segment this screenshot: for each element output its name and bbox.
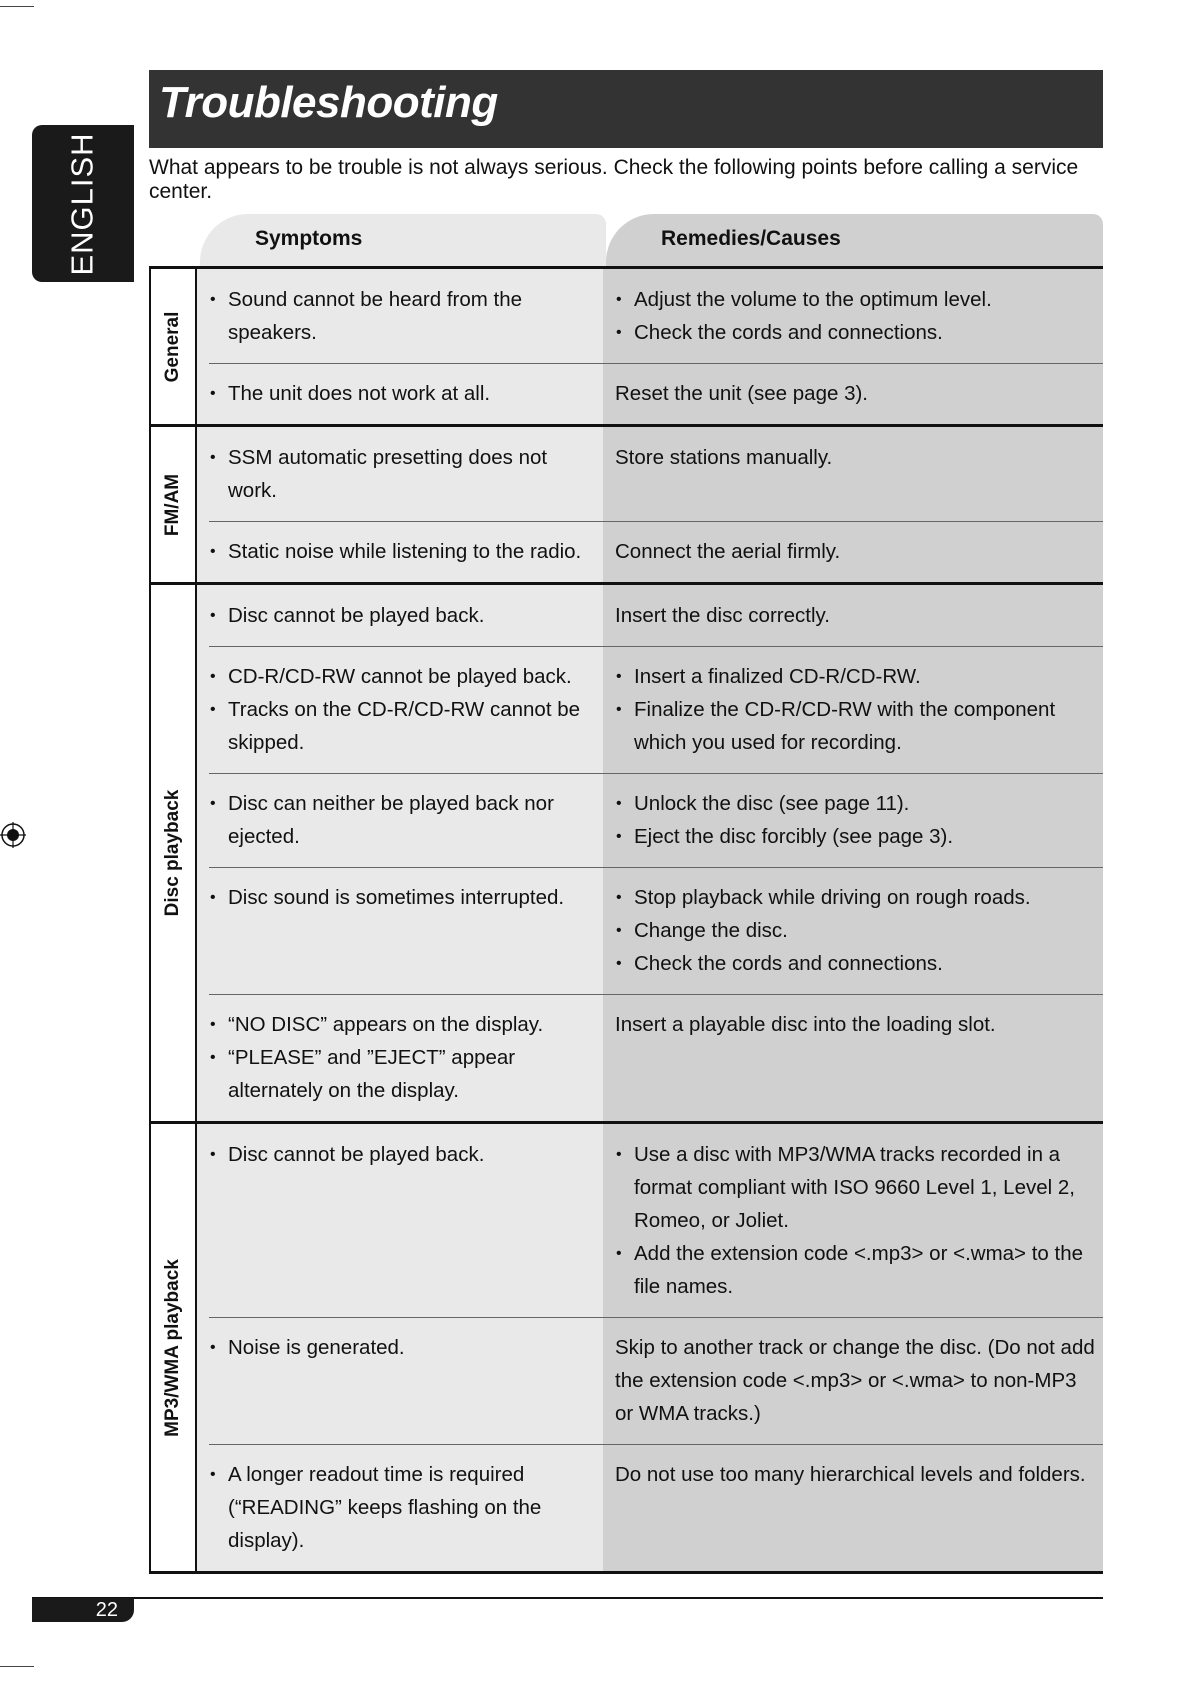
remedy-list (615, 787, 1095, 853)
table-row (197, 994, 1103, 1121)
group-label-text: FM/AM (162, 473, 183, 536)
table-row (197, 521, 1103, 582)
remedy-text: Insert a playable disc into the loading slot. (615, 1013, 996, 1036)
symptom-item: • Disc sound is sometimes interrupted. (209, 881, 595, 914)
symptom-cell (197, 773, 603, 867)
symptoms-header (200, 214, 606, 266)
symptom-list (209, 660, 595, 759)
symptom-item: • Tracks on the CD-R/CD-RW cannot be skipped. (209, 693, 595, 759)
symptom-cell (197, 427, 603, 521)
group-label-text: MP3/WMA playback (162, 1258, 183, 1437)
remedy-text: Insert the disc correctly. (615, 604, 830, 627)
symptom-item: • A longer readout time is required (“READING” keeps flashing on the display). (209, 1458, 595, 1557)
troubleshooting-table (149, 266, 1103, 1574)
title-bar (149, 70, 1103, 148)
group-2 (149, 585, 1103, 1124)
symptom-list (209, 787, 595, 853)
remedy-item: • Stop playback while driving on rough roads. (615, 881, 1095, 914)
symptom-item: • Sound cannot be heard from the speakers. (209, 283, 595, 349)
language-tab (32, 125, 134, 282)
remedy-item: • Add the extension code <.mp3> or <.wma> to the file names. (615, 1237, 1095, 1303)
symptom-item: • Static noise while listening to the radio. (209, 535, 595, 568)
remedy-cell (603, 646, 1103, 773)
symptom-item: • SSM automatic presetting does not work. (209, 441, 595, 507)
table-row (197, 363, 1103, 424)
remedy-item: • Finalize the CD-R/CD-RW with the component which you used for recording. (615, 693, 1095, 759)
table-row (197, 773, 1103, 867)
symptom-item: • Disc can neither be played back nor ejected. (209, 787, 595, 853)
remedy-cell (603, 994, 1103, 1121)
remedy-item: • Use a disc with MP3/WMA tracks recorded in a format compliant with ISO 9660 Level 1, Level 2, Romeo, or Joliet. (615, 1138, 1095, 1237)
crop-mark (0, 6, 34, 7)
remedy-text: Connect the aerial firmly. (615, 540, 841, 563)
symptom-list (209, 881, 595, 914)
symptom-list (209, 535, 595, 568)
symptom-cell (197, 646, 603, 773)
symptom-list (209, 1008, 595, 1107)
table-row (197, 646, 1103, 773)
group-label-text: Disc playback (162, 789, 183, 917)
symptom-list (209, 441, 595, 507)
registration-mark-icon (0, 822, 26, 848)
table-row (197, 427, 1103, 521)
symptom-cell (197, 867, 603, 994)
remedy-cell (603, 269, 1103, 363)
page-number: 22 (32, 1598, 134, 1622)
language-label: ENGLISH (65, 131, 101, 276)
remedy-cell (603, 1317, 1103, 1444)
symptom-cell (197, 363, 603, 424)
symptom-item: • CD-R/CD-RW cannot be played back. (209, 660, 595, 693)
symptom-list (209, 599, 595, 632)
remedy-text: Do not use too many hierarchical levels and folders. (615, 1463, 1086, 1486)
symptom-cell (197, 1317, 603, 1444)
group-label (149, 1124, 197, 1571)
symptom-list (209, 283, 595, 349)
group-3 (149, 1124, 1103, 1574)
remedy-list (615, 283, 1095, 349)
group-label-text: General (162, 311, 183, 382)
footer-rule (32, 1597, 1103, 1599)
remedy-list (615, 660, 1095, 759)
remedy-cell (603, 427, 1103, 521)
group-0 (149, 269, 1103, 427)
remedy-cell (603, 585, 1103, 646)
remedy-list (615, 881, 1095, 980)
symptom-item: • “PLEASE” and ”EJECT” appear alternately on the display. (209, 1041, 595, 1107)
remedy-cell (603, 1444, 1103, 1571)
symptom-cell (197, 1444, 603, 1571)
table-row (197, 1124, 1103, 1317)
symptom-item: • “NO DISC” appears on the display. (209, 1008, 595, 1041)
group-label (149, 427, 197, 582)
crop-mark (0, 1666, 34, 1667)
remedy-cell (603, 521, 1103, 582)
symptom-cell (197, 521, 603, 582)
symptom-list (209, 1331, 595, 1364)
symptom-item: • Disc cannot be played back. (209, 599, 595, 632)
table-row (197, 585, 1103, 646)
symptom-cell (197, 994, 603, 1121)
remedy-cell (603, 1124, 1103, 1317)
remedy-text: Store stations manually. (615, 446, 833, 469)
remedy-item: • Unlock the disc (see page 11). (615, 787, 1095, 820)
symptom-cell (197, 269, 603, 363)
table-row (197, 1317, 1103, 1444)
remedy-text: Skip to another track or change the disc. (Do not add the extension code <.mp3> or <.wma> to non-MP3 or WMA tracks.) (615, 1336, 1095, 1425)
remedy-item: • Check the cords and connections. (615, 316, 1095, 349)
symptom-item: • Disc cannot be played back. (209, 1138, 595, 1171)
symptom-cell (197, 1124, 603, 1317)
table-header (200, 214, 1103, 266)
symptom-item: • The unit does not work at all. (209, 377, 595, 410)
remedy-cell (603, 363, 1103, 424)
symptoms-header-label: Symptoms (255, 227, 363, 250)
remedy-cell (603, 773, 1103, 867)
remedy-item: • Eject the disc forcibly (see page 3). (615, 820, 1095, 853)
symptom-item: • Noise is generated. (209, 1331, 595, 1364)
remedy-cell (603, 867, 1103, 994)
group-label (149, 269, 197, 424)
symptom-list (209, 377, 595, 410)
remedy-item: • Check the cords and connections. (615, 947, 1095, 980)
symptom-list (209, 1138, 595, 1171)
remedy-item: • Insert a finalized CD-R/CD-RW. (615, 660, 1095, 693)
table-row (197, 867, 1103, 994)
remedy-item: • Change the disc. (615, 914, 1095, 947)
remedies-header-label: Remedies/Causes (661, 227, 841, 250)
remedies-header (606, 214, 1103, 266)
table-row (197, 1444, 1103, 1571)
symptom-cell (197, 585, 603, 646)
remedy-list (615, 1138, 1095, 1303)
symptom-list (209, 1458, 595, 1557)
page-title: Troubleshooting (159, 78, 498, 127)
remedy-text: Reset the unit (see page 3). (615, 382, 868, 405)
intro-text: What appears to be trouble is not always serious. Check the following points before calling a service center. (149, 156, 1079, 203)
remedy-item: • Adjust the volume to the optimum level. (615, 283, 1095, 316)
group-1 (149, 427, 1103, 585)
group-label (149, 585, 197, 1121)
table-row (197, 269, 1103, 363)
